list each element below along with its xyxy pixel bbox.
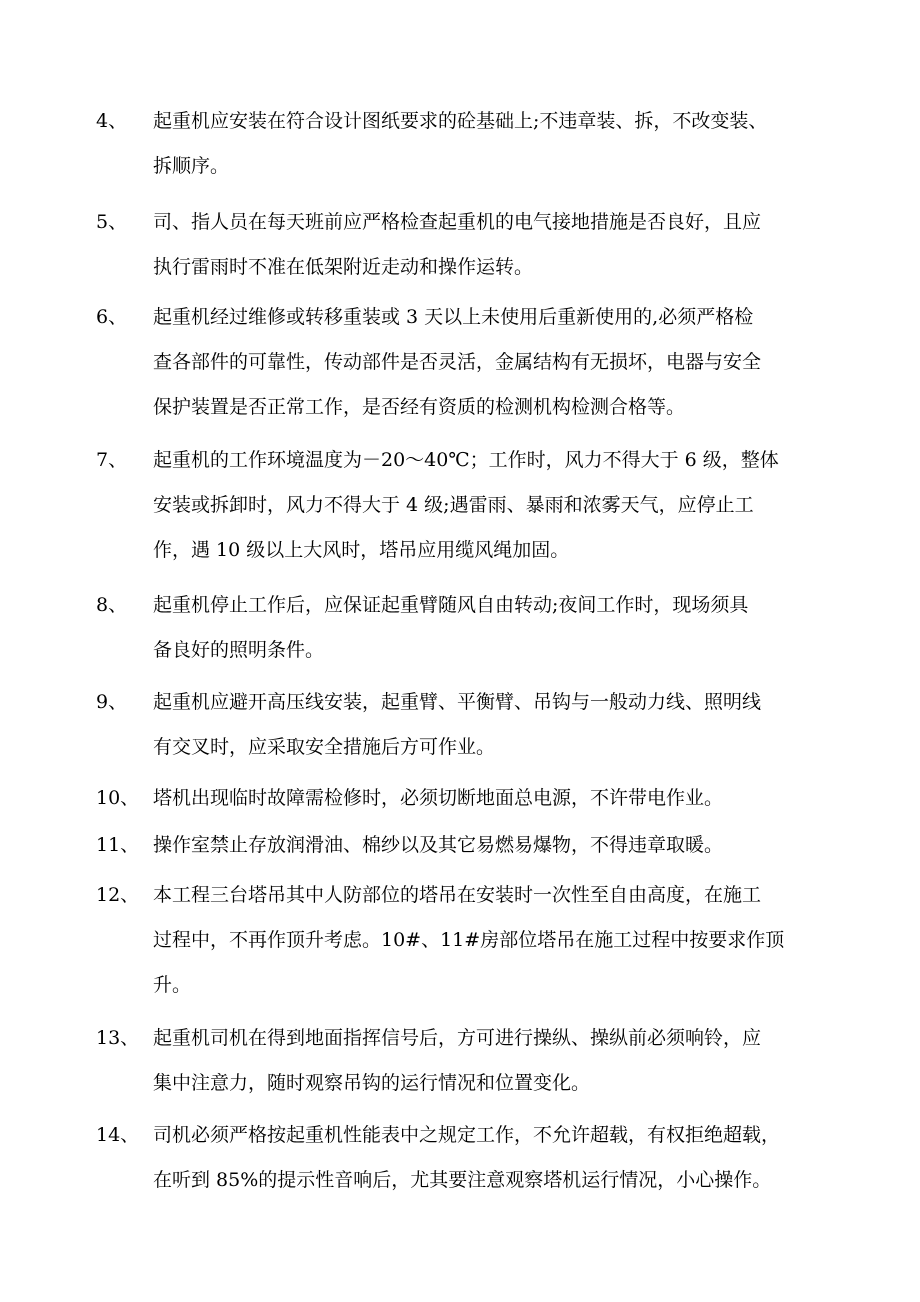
item-line: 塔机出现临时故障需检修时，必须切断地面总电源，不许带电作业。 xyxy=(153,787,724,809)
item-text xyxy=(153,877,843,1012)
item-text xyxy=(153,442,843,577)
item-number: 4、 xyxy=(96,110,128,132)
item-text xyxy=(153,684,843,774)
item-line: 起重机的工作环境温度为－20～40℃；工作时，风力不得大于 6 级，整体 xyxy=(153,449,779,471)
item-line: 起重机司机在得到地面指挥信号后，方可进行操纵、操纵前必须响铃，应 xyxy=(153,1027,762,1049)
item-line: 作，遇 10 级以上大风时，塔吊应用缆风绳加固。 xyxy=(153,539,570,561)
item-line: 操作室禁止存放润滑油、棉纱以及其它易燃易爆物，不得违章取暖。 xyxy=(153,834,724,856)
item-line: 起重机停止工作后，应保证起重臂随风自由转动;夜间工作时，现场须具 xyxy=(153,594,749,616)
item-number: 11、 xyxy=(96,834,140,856)
item-line: 保护装置是否正常工作，是否经有资质的检测机构检测合格等。 xyxy=(153,396,686,418)
item-line: 起重机应避开高压线安装，起重臂、平衡臂、吊钩与一般动力线、照明线 xyxy=(153,691,762,713)
item-text xyxy=(153,1117,843,1207)
item-line: 起重机经过维修或转移重装或 3 天以上未使用后重新使用的,必须严格检 xyxy=(153,306,754,328)
item-line: 本工程三台塔吊其中人防部位的塔吊在安装时一次性至自由高度，在施工 xyxy=(153,884,762,906)
item-number: 8、 xyxy=(96,594,128,616)
item-number: 14、 xyxy=(96,1124,140,1146)
item-line: 升。 xyxy=(153,974,192,996)
item-number: 9、 xyxy=(96,691,128,713)
item-line: 起重机应安装在符合设计图纸要求的砼基础上;不违章装、拆，不改变装、 xyxy=(153,110,768,132)
item-line: 有交叉时，应采取安全措施后方可作业。 xyxy=(153,736,496,758)
item-line: 拆顺序。 xyxy=(153,155,230,177)
item-text xyxy=(153,103,843,193)
item-number: 7、 xyxy=(96,449,128,471)
item-text xyxy=(153,780,843,825)
item-text xyxy=(153,299,843,434)
item-line: 在听到 85%的提示性音响后，尤其要注意观察塔机运行情况，小心操作。 xyxy=(153,1169,772,1191)
item-line: 备良好的照明条件。 xyxy=(153,639,325,661)
item-number: 10、 xyxy=(96,787,140,809)
item-line: 执行雷雨时不准在低架附近走动和操作运转。 xyxy=(153,256,534,278)
item-line: 过程中，不再作顶升考虑。10#、11#房部位塔吊在施工过程中按要求作顶 xyxy=(153,929,785,951)
item-line: 查各部件的可靠性，传动部件是否灵活，金属结构有无损坏，电器与安全 xyxy=(153,351,762,373)
item-text xyxy=(153,827,843,872)
item-text xyxy=(153,1020,843,1110)
item-text xyxy=(153,587,843,677)
item-number: 13、 xyxy=(96,1027,140,1049)
item-number: 5、 xyxy=(96,211,128,233)
item-line: 司机必须严格按起重机性能表中之规定工作，不允许超载，有权拒绝超载， xyxy=(153,1124,781,1146)
item-text xyxy=(153,204,843,294)
item-line: 司、指人员在每天班前应严格检查起重机的电气接地措施是否良好，且应 xyxy=(153,211,762,233)
item-number: 12、 xyxy=(96,884,140,906)
item-line: 安装或拆卸时，风力不得大于 4 级;遇雷雨、暴雨和浓雾天气，应停止工 xyxy=(153,494,754,516)
item-line: 集中注意力，随时观察吊钩的运行情况和位置变化。 xyxy=(153,1072,591,1094)
item-number: 6、 xyxy=(96,306,128,328)
